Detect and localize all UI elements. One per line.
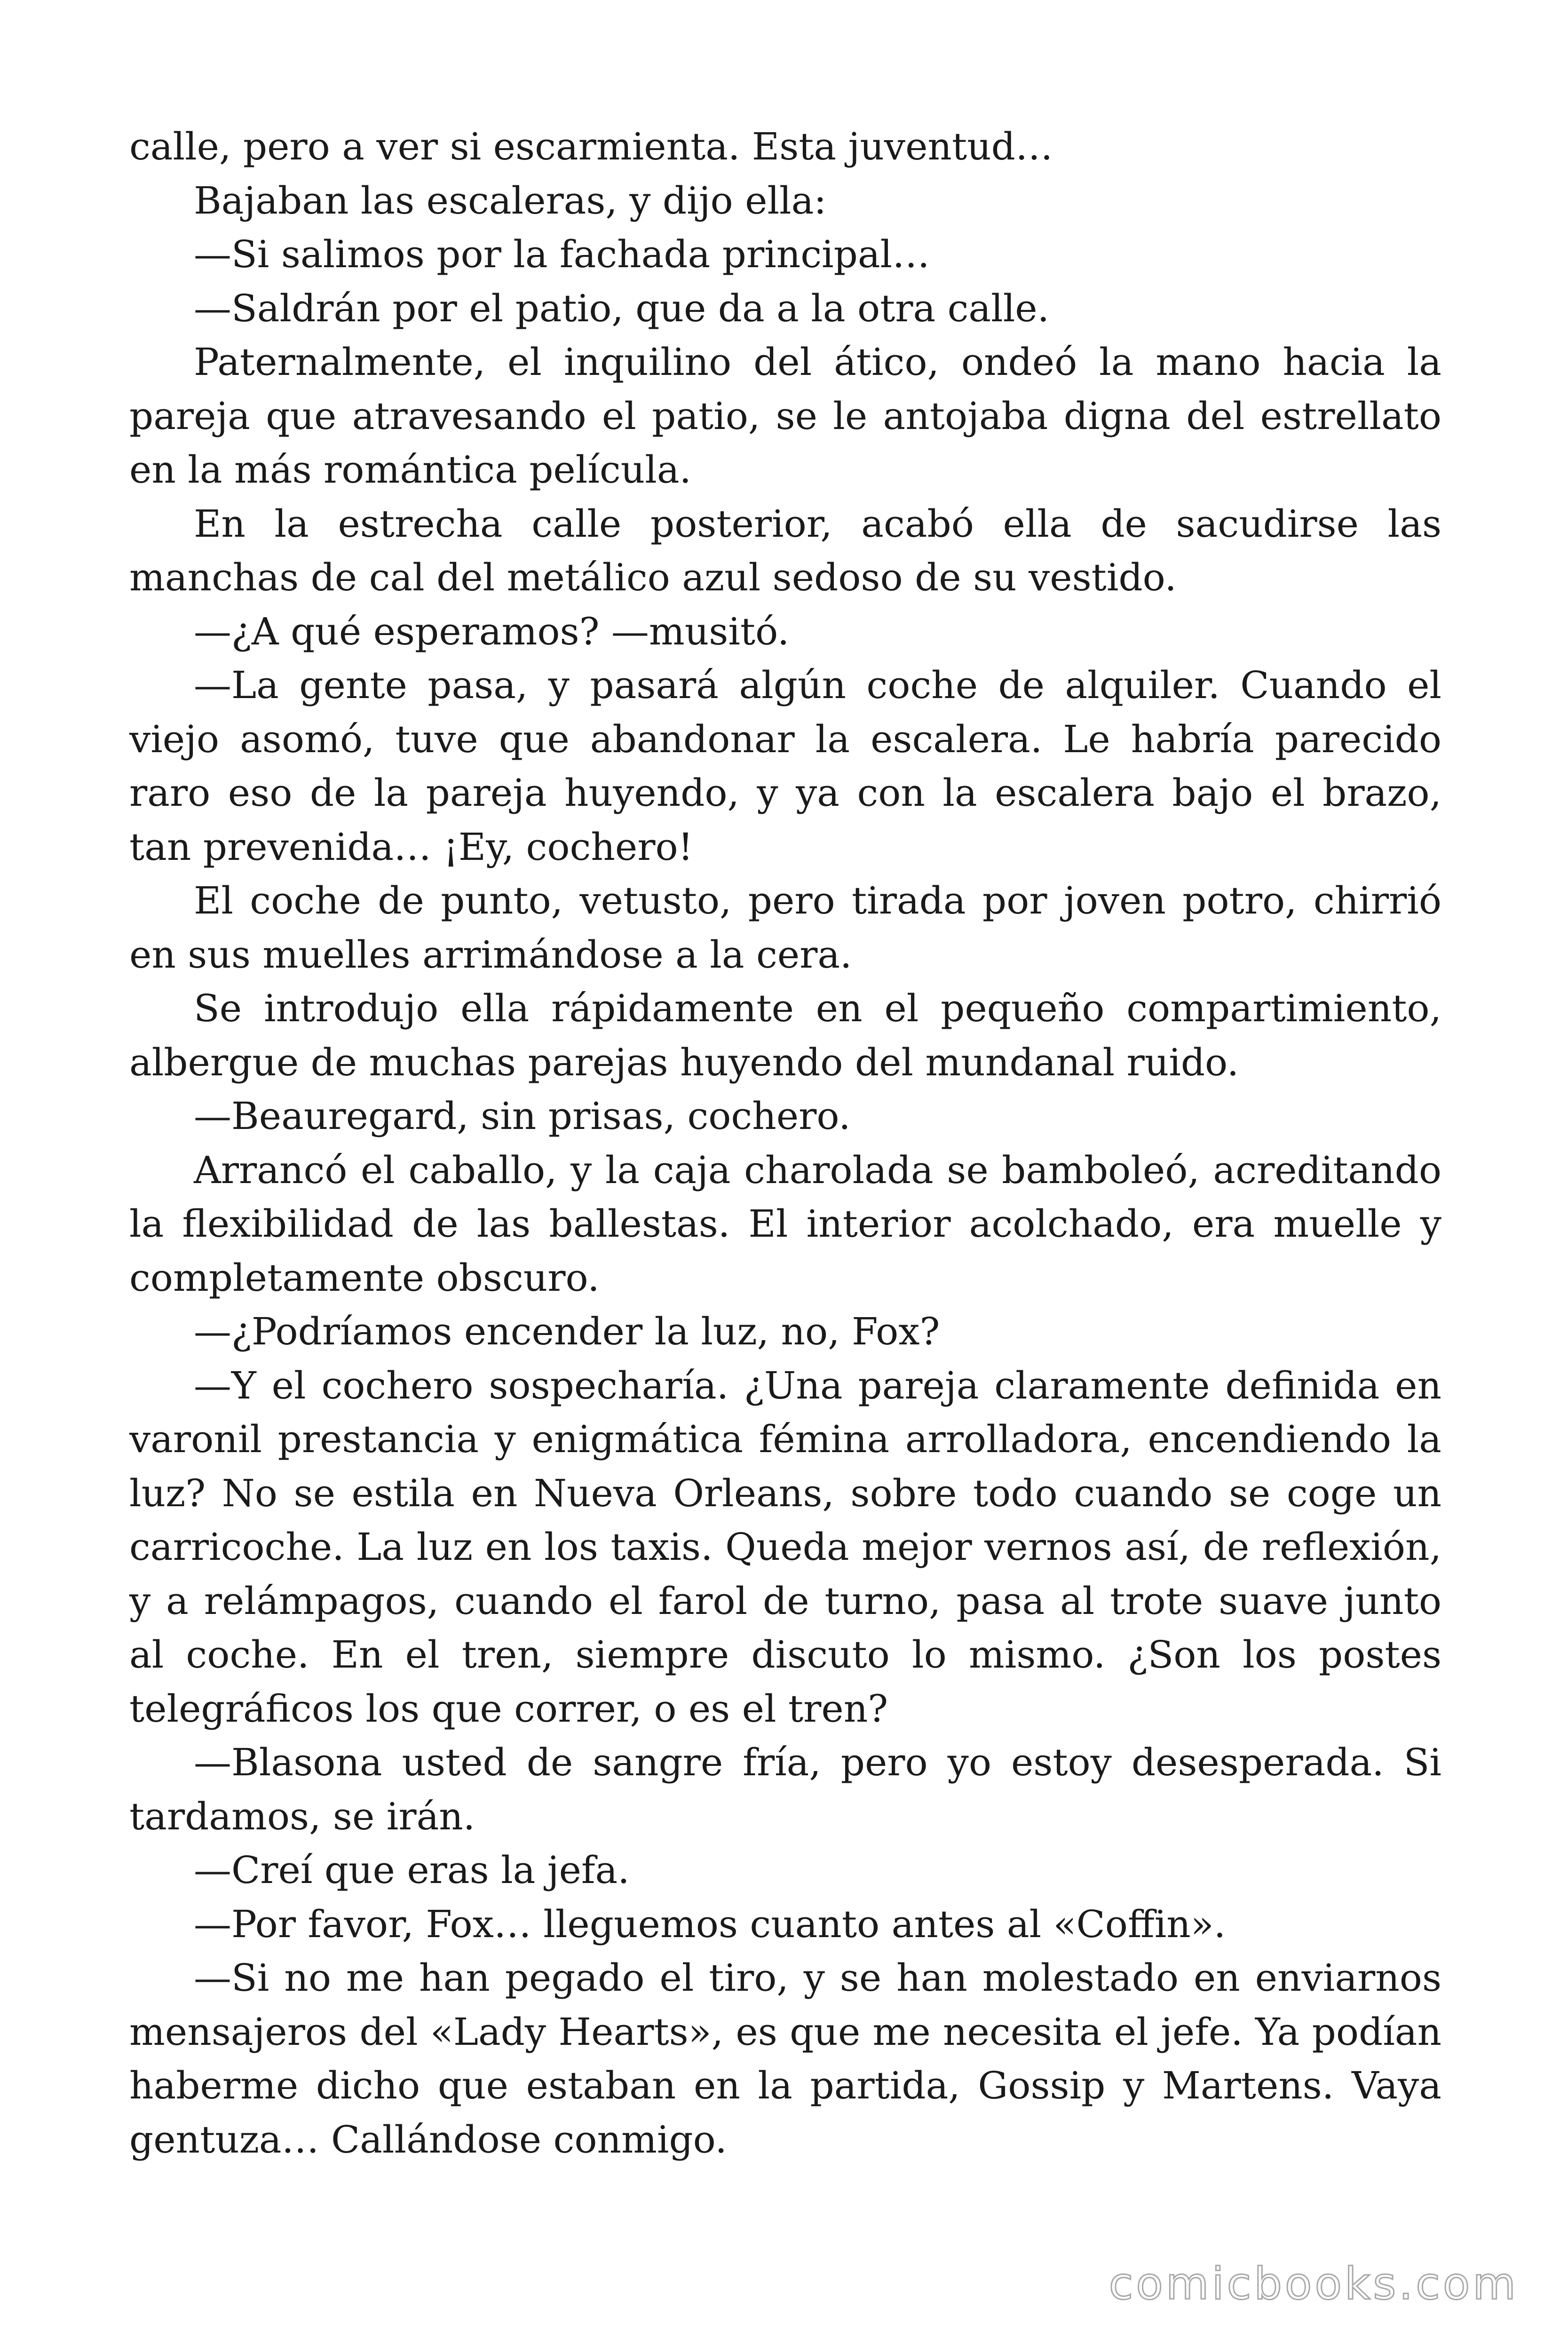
paragraph-10: Se introdujo ella rápidamente en el pequeño compartimiento, albergue de muchas parejas huyendo del mundanal ruido. <box>129 986 1441 1084</box>
paragraph-5: Paternalmente, el inquilino del ático, ondeó la mano hacia la pareja que atravesando el patio, se le antojaba digna del estrellato en la más romántica película. <box>129 340 1441 492</box>
paragraph-15: —Blasona usted de sangre fría, pero yo estoy desesperada. Si tardamos, se irán. <box>129 1740 1441 1838</box>
body-text <box>129 120 1441 2167</box>
paragraph-8: —La gente pasa, y pasará algún coche de alquiler. Cuando el viejo asomó, tuve que abandonar la escalera. Le habría parecido raro eso de la pareja huyendo, y ya con la escalera bajo el brazo, tan prevenida… ¡Ey, cochero! <box>129 663 1441 869</box>
paragraph-6: En la estrecha calle posterior, acabó ella de sacudirse las manchas de cal del metálico azul sedoso de su vestido. <box>129 501 1441 599</box>
paragraph-2: Bajaban las escaleras, y dijo ella: <box>194 178 827 222</box>
paragraph-13: —¿Podríamos encender la luz, no, Fox? <box>194 1310 940 1353</box>
paragraph-4: —Saldrán por el patio, que da a la otra calle. <box>194 286 1050 330</box>
paragraph-11: —Beauregard, sin prisas, cochero. <box>194 1094 851 1138</box>
paragraph-9: El coche de punto, vetusto, pero tirada por joven potro, chirrió en sus muelles arrimándose a la cera. <box>129 879 1441 977</box>
paragraph-1: calle, pero a ver si escarmienta. Esta juventud… <box>129 125 1053 168</box>
paragraph-3: —Si salimos por la fachada principal… <box>194 232 930 276</box>
paragraph-17: —Por favor, Fox… lleguemos cuanto antes al «Coffin». <box>194 1902 1226 1946</box>
paragraph-14: —Y el cochero sospecharía. ¿Una pareja claramente definida en varonil prestancia y enigmática fémina arrolladora, encendiendo la luz? No se estila en Nueva Orleans, sobre todo cuando se coge un carricoche. La luz en los taxis. Queda mejor vernos así, de reflexión, y a relámpagos, cuando el farol de turno, pasa al trote suave junto al coche. En el tren, siempre discuto lo mismo. ¿Son los postes telegráficos los que correr, o es el tren? <box>129 1363 1441 1731</box>
watermark-text: comicbooks.com <box>1109 2258 1519 2310</box>
paragraph-16: —Creí que eras la jefa. <box>194 1848 630 1892</box>
paragraph-7: —¿A qué esperamos? —musitó. <box>194 609 790 653</box>
paragraph-18: —Si no me han pegado el tiro, y se han molestado en enviarnos mensajeros del «Lady Hearts», es que me necesita el jefe. Ya podían haberme dicho que estaban en la partida, Gossip y Martens. Vaya gentuza… Callándose conmigo. <box>129 1956 1441 2161</box>
paragraph-12: Arrancó el caballo, y la caja charolada se bamboleó, acreditando la flexibilidad de las ballestas. El interior acolchado, era muelle y completamente obscuro. <box>129 1148 1441 1300</box>
